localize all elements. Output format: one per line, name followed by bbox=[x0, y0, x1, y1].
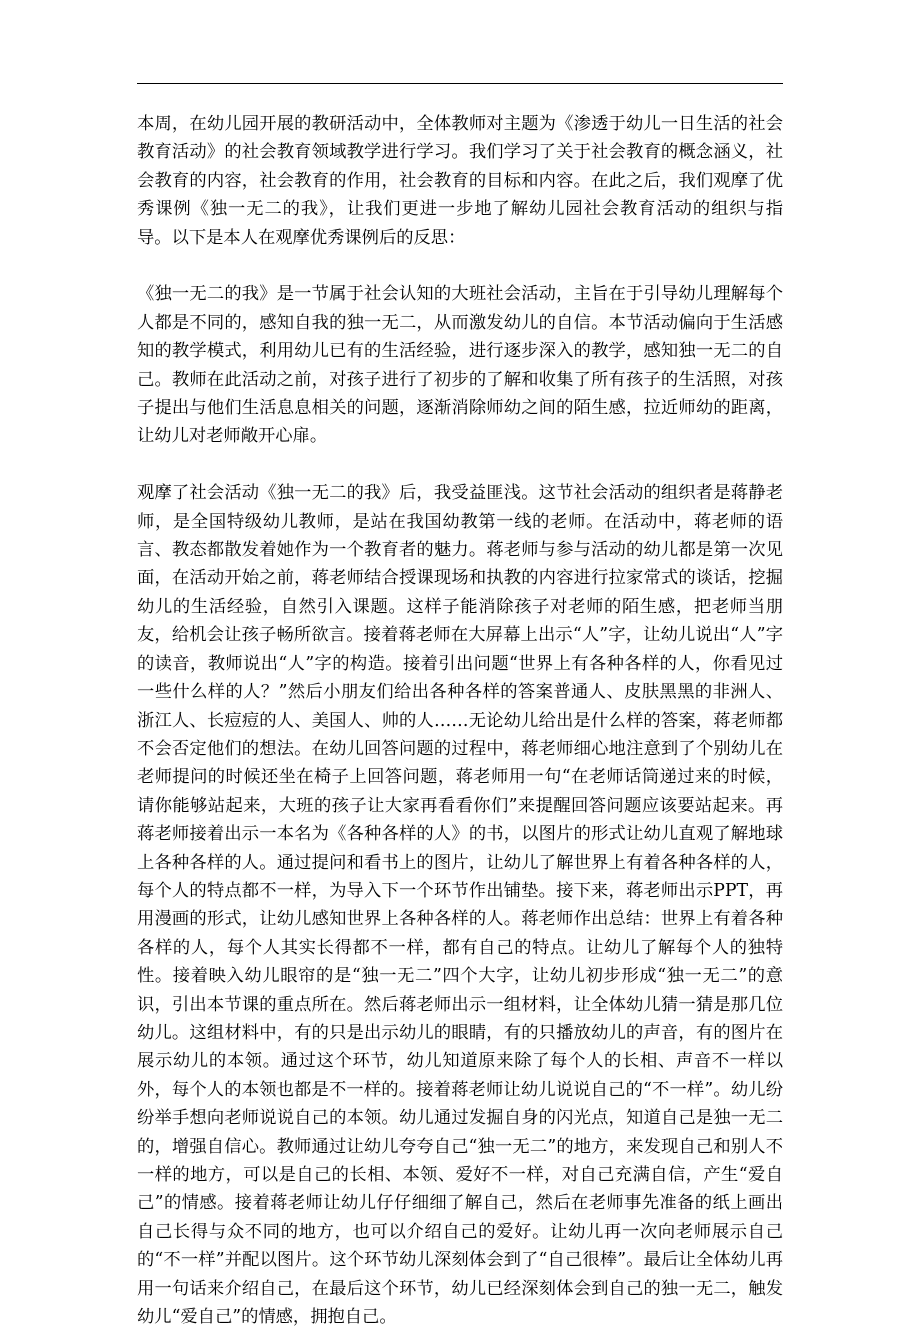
paragraph-observation-reflection: 观摩了社会活动《独一无二的我》后，我受益匪浅。这节社会活动的组织者是蒋静老师，是全国特级幼儿教师，是站在我国幼教第一线的老师。在活动中，蒋老师的语言、教态都散发着她作为一个教育者的魅力。蒋老师与参与活动的幼儿都是第一次见面，在活动开始之前，蒋老师结合授课现场和执教的内容进行拉家常式的谈话，挖掘幼儿的生活经验，自然引入课题。这样子能消除孩子对老师的陌生感，把老师当朋友，给机会让孩子畅所欲言。接着蒋老师在大屏幕上出示“人”字，让幼儿说出“人”字的读音，教师说出“人”字的构造。接着引出问题“世界上有各种各样的人，你看见过一些什么样的人？”然后小朋友们给出各种各样的答案普通人、皮肤黑黑的非洲人、浙江人、长痘痘的人、美国人、帅的人……无论幼儿给出是什么样的答案，蒋老师都不会否定他们的想法。在幼儿回答问题的过程中，蒋老师细心地注意到了个别幼儿在老师提问的时候还坐在椅子上回答问题，蒋老师用一句“在老师话筒递过来的时候，请你能够站起来，大班的孩子让大家再看看你们”来提醒回答问题应该要站起来。再蒋老师接着出示一本名为《各种各样的人》的书，以图片的形式让幼儿直观了解地球上各种各样的人。通过提问和看书上的图片，让幼儿了解世界上有着各种各样的人，每个人的特点都不一样，为导入下一个环节作出铺垫。接下来，蒋老师出示PPT，再用漫画的形式，让幼儿感知世界上各种各样的人。蒋老师作出总结：世界上有着各种各样的人，每个人其实长得都不一样，都有自己的特点。让幼儿了解每个人的独特性。接着映入幼儿眼帘的是“独一无二”四个大字，让幼儿初步形成“独一无二”的意识，引出本节课的重点所在。然后蒋老师出示一组材料，让全体幼儿猜一猜是那几位幼儿。这组材料中，有的只是出示幼儿的眼睛，有的只播放幼儿的声音，有的图片在展示幼儿的本领。通过这个环节，幼儿知道原来除了每个人的长相、声音不一样以外，每个人的本领也都是不一样的。接着蒋老师让幼儿说说自己的“不一样”。幼儿纷纷举手想向老师说说自己的本领。幼儿通过发掘自身的闪光点，知道自己是独一无二的，增强自信心。教师通过让幼儿夸夸自己“独一无二”的地方，来发现自己和别人不一样的地方，可以是自己的长相、本领、爱好不一样，对自己充满自信，产生“爱自己”的情感。接着蒋老师让幼儿仔仔细细了解自己，然后在老师事先准备的纸上画出自己长得与众不同的地方，也可以介绍自己的爱好。让幼儿再一次向老师展示自己的“不一样”并配以图片。这个环节幼儿深刻体会到了“自己很棒”。最后让全体幼儿再用一句话来介绍自己，在最后这个环节，幼儿已经深刻体会到自己的独一无二，触发幼儿“爱自己”的情感，拥抱自己。 bbox=[137, 483, 783, 1328]
document-body bbox=[137, 110, 783, 1331]
paragraph-intro: 本周，在幼儿园开展的教研活动中，全体教师对主题为《渗透于幼儿一日生活的社会教育活动》的社会教育领域教学进行学习。我们学习了关于社会教育的概念涵义，社会教育的内容，社会教育的作用，社会教育的目标和内容。在此之后，我们观摩了优秀课例《独一无二的我》，让我们更进一步地了解幼儿园社会教育活动的组织与指导。以下是本人在观摩优秀课例后的反思： bbox=[137, 114, 783, 248]
paragraph-lesson-overview: 《独一无二的我》是一节属于社会认知的大班社会活动，主旨在于引导幼儿理解每个人都是不同的，感知自我的独一无二，从而激发幼儿的自信。本节活动偏向于生活感知的教学模式，利用幼儿已有的生活经验，进行逐步深入的教学，感知独一无二的自己。教师在此活动之前，对孩子进行了初步的了解和收集了所有孩子的生活照，对孩子提出与他们生活息息相关的问题，逐渐消除师幼之间的陌生感，拉近师幼的距离，让幼儿对老师敞开心扉。 bbox=[137, 284, 783, 447]
header-rule bbox=[137, 83, 783, 84]
